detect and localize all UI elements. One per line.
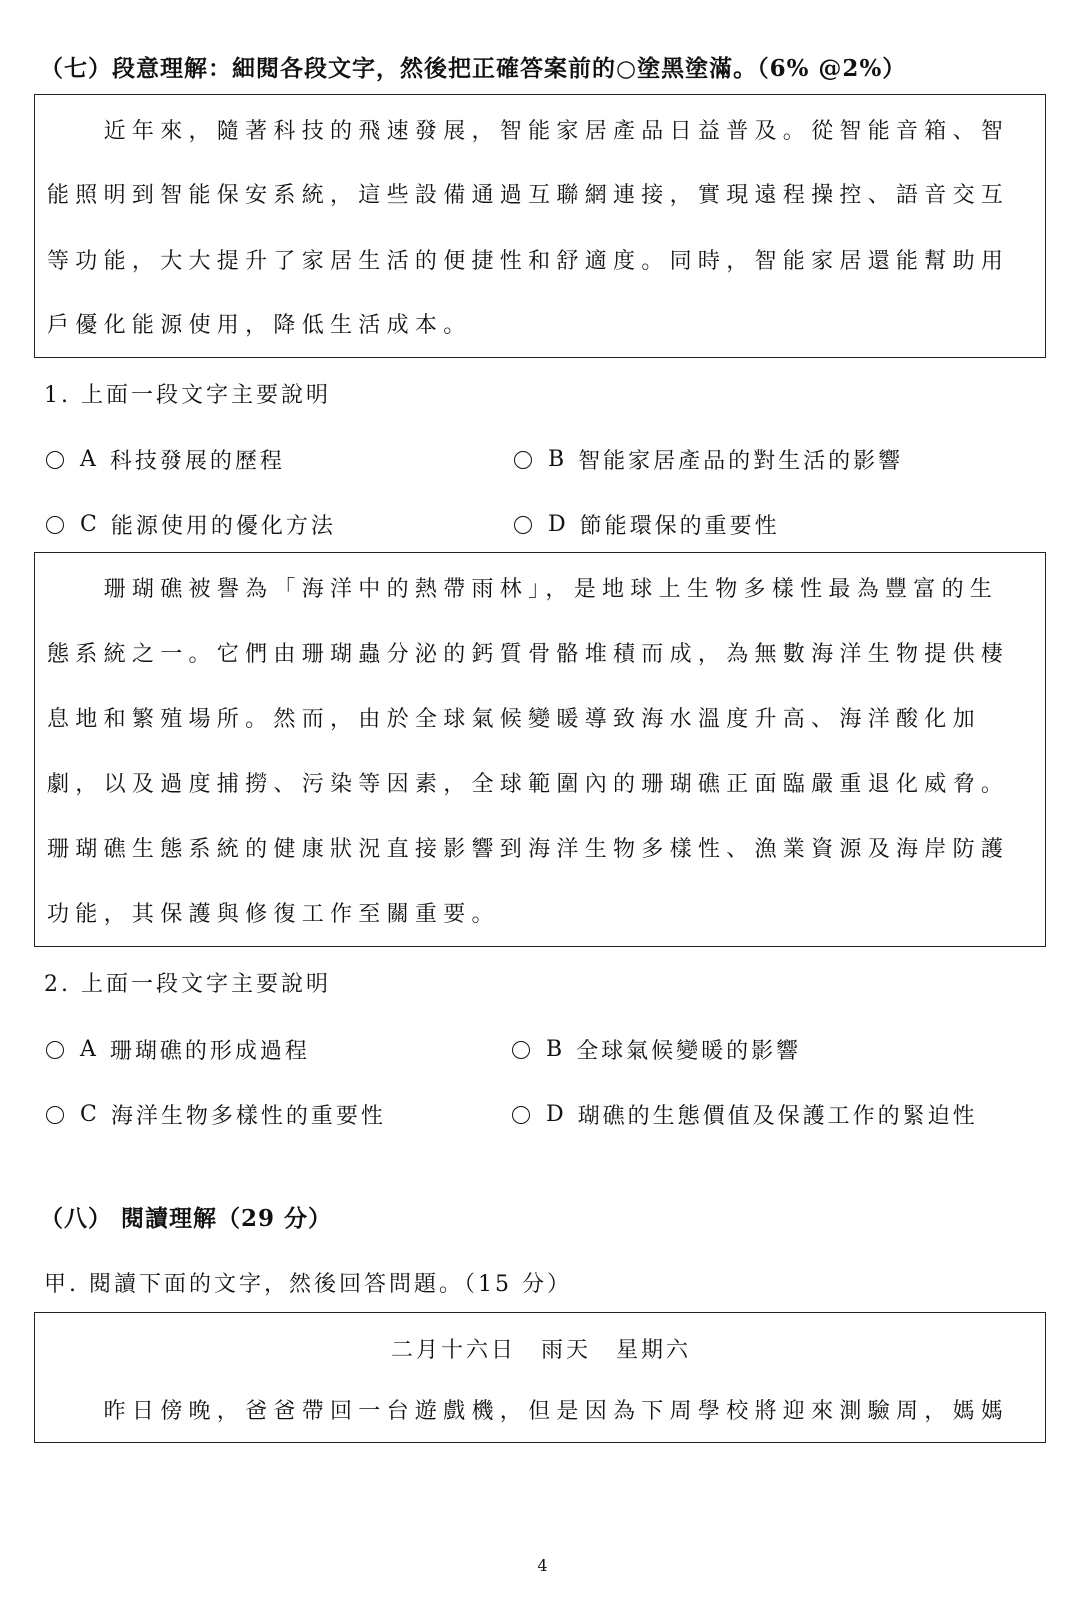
section-7-heading: （七）段意理解：細閱各段文字，然後把正確答案前的○塗黑塗滿。（6% @2%） xyxy=(40,55,907,82)
part-a-instruction: 甲. 閱讀下面的文字，然後回答問題。（15 分） xyxy=(44,1272,572,1297)
option-letter: B xyxy=(548,447,565,472)
option-text: 能源使用的優化方法 xyxy=(110,514,336,539)
option-text: 智能家居產品的對生活的影響 xyxy=(578,449,904,474)
passage-2-line-4: 劇，以及過度捕撈、污染等因素，全球範圍內的珊瑚礁正面臨嚴重退化威脅。 xyxy=(47,772,1010,797)
q2-option-c[interactable] xyxy=(46,1099,386,1130)
option-letter: B xyxy=(546,1037,563,1062)
passage-2-box xyxy=(34,552,1046,947)
passage-2-line-6: 功能，其保護與修復工作至關重要。 xyxy=(47,902,500,927)
question-2-stem: 2. 上面一段文字主要說明 xyxy=(44,972,331,997)
passage-1-line-3: 等功能，大大提升了家居生活的便捷性和舒適度。同時，智能家居還能幫助用 xyxy=(47,249,1010,274)
diary-title: 二月十六日 雨天 星期六 xyxy=(390,1338,691,1363)
passage-1-line-4: 戶優化能源使用，降低生活成本。 xyxy=(47,313,472,338)
option-text: 海洋生物多樣性的重要性 xyxy=(110,1104,386,1129)
option-text: 瑚礁的生態價值及保護工作的緊迫性 xyxy=(577,1104,978,1129)
option-text: 全球氣候變暖的影響 xyxy=(576,1039,802,1064)
diary-box xyxy=(34,1312,1046,1443)
option-text: 節能環保的重要性 xyxy=(579,514,780,539)
q2-option-d[interactable] xyxy=(512,1099,978,1130)
passage-2-line-5: 珊瑚礁生態系統的健康狀況直接影響到海洋生物多樣性、漁業資源及海岸防護 xyxy=(47,837,1010,862)
section-8-heading: （八） 閱讀理解（29 分） xyxy=(40,1205,333,1232)
q1-option-a[interactable] xyxy=(46,444,285,475)
radio-circle-icon[interactable] xyxy=(512,1106,530,1124)
passage-1-box xyxy=(34,94,1046,358)
q1-option-c[interactable] xyxy=(46,509,336,540)
option-letter: C xyxy=(80,512,97,537)
option-letter: D xyxy=(546,1102,564,1127)
question-1-stem: 1. 上面一段文字主要說明 xyxy=(44,383,331,408)
diary-line-1: 昨日傍晚，爸爸帶回一台遊戲機，但是因為下周學校將迎來測驗周，媽媽 xyxy=(47,1399,1010,1424)
passage-1-line-2: 能照明到智能保安系統，這些設備通過互聯網連接，實現遠程操控、語音交互 xyxy=(47,183,1010,208)
radio-circle-icon[interactable] xyxy=(46,1106,64,1124)
radio-circle-icon[interactable] xyxy=(512,1041,530,1059)
radio-circle-icon[interactable] xyxy=(46,1041,64,1059)
radio-circle-icon[interactable] xyxy=(46,451,64,469)
q1-option-d[interactable] xyxy=(514,509,780,540)
option-letter: D xyxy=(548,512,566,537)
option-letter: C xyxy=(80,1102,97,1127)
option-letter: A xyxy=(80,1037,96,1062)
passage-2-line-3: 息地和繁殖場所。然而，由於全球氣候變暖導致海水溫度升高、海洋酸化加 xyxy=(47,707,981,732)
passage-2-line-2: 態系統之一。它們由珊瑚蟲分泌的鈣質骨骼堆積而成，為無數海洋生物提供棲 xyxy=(47,642,1010,667)
q2-option-b[interactable] xyxy=(512,1034,801,1065)
page-number: 4 xyxy=(537,1556,548,1575)
radio-circle-icon[interactable] xyxy=(46,516,64,534)
option-text: 科技發展的歷程 xyxy=(109,449,285,474)
radio-circle-icon[interactable] xyxy=(514,516,532,534)
option-text: 珊瑚礁的形成過程 xyxy=(109,1039,310,1064)
radio-circle-icon[interactable] xyxy=(514,451,532,469)
passage-2-line-1: 珊瑚礁被譽為「海洋中的熱帶雨林」，是地球上生物多樣性最為豐富的生 xyxy=(47,577,999,602)
passage-1-line-1: 近年來，隨著科技的飛速發展，智能家居產品日益普及。從智能音箱、智 xyxy=(47,119,1010,144)
q1-option-b[interactable] xyxy=(514,444,903,475)
option-letter: A xyxy=(80,447,96,472)
q2-option-a[interactable] xyxy=(46,1034,310,1065)
